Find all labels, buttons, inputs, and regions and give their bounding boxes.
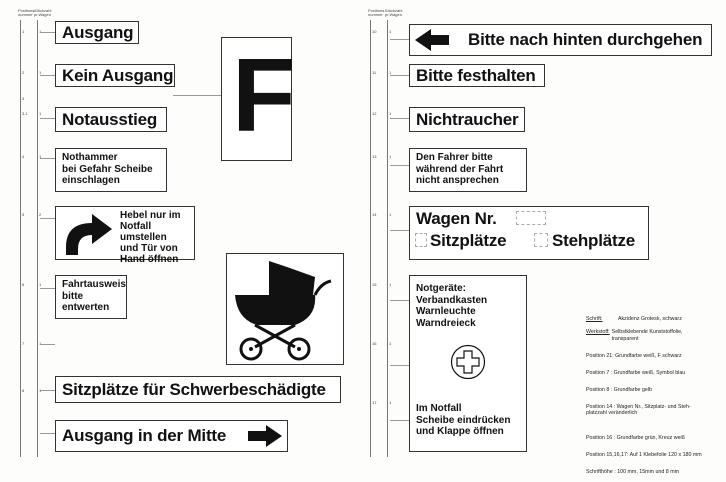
count-column-header: Stückzahl pr.Wagen (385, 8, 403, 17)
sitzplaetze-label: Sitzplätze (430, 231, 507, 250)
count-rule (387, 20, 388, 457)
position-column-header: Positions- nummer (18, 8, 36, 17)
sign-f-letter (221, 37, 296, 161)
spec-position-7: Position 7 : Grundfarbe weiß, Symbol blau (586, 370, 686, 377)
sign-fahrtausweis: Fahrtausweis bitte entwerten (55, 275, 127, 319)
spec-werkstoff-label: Werkstoff: (586, 329, 610, 336)
leader-line (390, 75, 409, 76)
sign-notausstieg: Notausstieg (55, 107, 167, 132)
position-number: 10 (372, 29, 377, 34)
spec-position-21: Position 21: Grundfarbe weiß, F schwarz (586, 353, 682, 360)
leader-line (40, 344, 55, 345)
count-number: 1 (389, 70, 392, 75)
position-number: 15 (372, 282, 377, 287)
leader-line (390, 118, 409, 119)
right-page (364, 0, 726, 475)
position-column-header: Positions- nummer (368, 8, 386, 17)
position-number: 3 (22, 96, 25, 101)
spec-position-14: Position 14 : Wagen Nr., Sitzplatz- und Steh- platzzahl veränderlich (586, 403, 691, 417)
wagen-nr-label: Wagen Nr. (416, 209, 497, 228)
count-number: 2 (39, 212, 42, 217)
leader-line (40, 288, 55, 289)
count-number: 1 (389, 282, 392, 287)
leader-line (40, 218, 55, 219)
sign-ausgang-mitte-text: Ausgang in der Mitte (62, 426, 227, 445)
count-number: 1 (389, 111, 392, 116)
sign-wagen-sitz-steh (409, 206, 649, 260)
count-number: 1 (389, 212, 392, 217)
position-number: 5 (22, 212, 25, 217)
leader-line (390, 230, 409, 231)
leader-line (390, 39, 409, 40)
count-number: 1 (39, 341, 42, 346)
count-number: 1 (389, 154, 392, 159)
spec-position-8: Position 8 : Grundfarbe gelb (586, 387, 652, 394)
sign-nothammer: Nothammer bei Gefahr Scheibe einschlagen (55, 148, 167, 192)
count-column-header: Stückzahl pr.Wagen (34, 8, 52, 17)
sign-nichtraucher: Nichtraucher (409, 107, 525, 132)
sign-notgeraete-notfall (409, 275, 527, 452)
count-rule (37, 20, 38, 457)
f-letter: F (232, 38, 296, 154)
count-number: 1 (39, 70, 42, 75)
position-number: 7 (22, 341, 25, 346)
leader-line (173, 95, 221, 96)
spec-schrift: Schrift: Akzidenz Grotesk, schwarz (586, 316, 682, 323)
arrow-left-icon (415, 29, 449, 51)
spec-position-16: Position 16 : Grundfarbe grün, Kreuz weiß (586, 435, 685, 442)
leader-line (40, 433, 55, 434)
position-number: 4 (22, 154, 25, 159)
left-page (0, 0, 362, 463)
position-number: 8 (22, 388, 25, 393)
leader-line (40, 32, 55, 33)
count-number: 1 (389, 29, 392, 34)
count-number: 1 (39, 111, 42, 116)
sign-fahrer: Den Fahrer bitte während der Fahrt nicht ansprechen (409, 148, 527, 192)
leader-line (40, 118, 55, 119)
position-rule (370, 20, 371, 457)
sign-sitzplaetze-schwerbeschaedigte: Sitzplätze für Schwerbeschädigte (55, 376, 341, 403)
count-number: 1 (39, 29, 42, 34)
position-number: 16 (372, 341, 377, 346)
sign-ausgang: Ausgang (55, 21, 139, 44)
spec-werkstoff: Werkstoff: Selbstklebende Kunststoffolie, transparent (586, 329, 683, 342)
spec-schrifthoehe: Schrifthöhe : 100 mm, 15mm und 8 mm (586, 468, 680, 475)
leader-line (40, 390, 55, 391)
spec-position-15-16-17: Position 15,16,17: Auf 1 Klebefolie 120 x 180 mm (586, 451, 702, 458)
sign-bitte-hinten-text: Bitte nach hinten durchgehen (468, 30, 703, 49)
sign-hebel (55, 206, 195, 265)
leader-line (390, 365, 409, 366)
position-number: 13 (372, 154, 377, 159)
position-number: 2 (22, 70, 25, 75)
position-number: 12 (372, 111, 377, 116)
leader-line (40, 158, 55, 159)
sign-notgeraete-text: Notgeräte: Verbandkasten Warnleuchte Warndreieck (416, 283, 488, 329)
position-number: 3.1 (22, 111, 28, 116)
count-number: 1 (389, 400, 392, 405)
curved-arrow-icon (60, 211, 116, 257)
leader-line (390, 165, 409, 166)
stehplaetze-label: Stehplätze (552, 231, 636, 250)
position-rule (20, 20, 21, 457)
arrow-right-icon (248, 425, 282, 447)
position-number: 14 (372, 212, 377, 217)
spec-schrift-label: Schrift: (586, 316, 603, 323)
sign-bitte-hinten (409, 24, 712, 56)
count-number: 1 (39, 282, 42, 287)
sign-festhalten: Bitte festhalten (409, 64, 545, 87)
leader-line (40, 75, 55, 76)
leader-line (390, 420, 409, 421)
pram-icon (229, 255, 341, 363)
sign-hebel-text: Hebel nur im Notfall umstellen und Tür von Hand öffnen (120, 210, 181, 265)
spec-notes (586, 310, 726, 482)
position-number: 6 (22, 282, 25, 287)
position-number: 1 (22, 29, 25, 34)
first-aid-cross-icon (450, 344, 486, 380)
count-number: 1 (39, 154, 42, 159)
sign-kinderwagen (226, 253, 344, 365)
sign-notfall-text: Im Notfall Scheibe eindrücken und Klappe öffnen (416, 403, 511, 437)
position-number: 11 (372, 70, 377, 75)
position-number: 17 (372, 400, 377, 405)
wagen-nr-placeholder (516, 211, 546, 225)
count-number: 1 (39, 388, 42, 393)
leader-line (390, 300, 409, 301)
sign-kein-ausgang: Kein Ausgang (55, 64, 175, 87)
sign-ausgang-mitte (55, 420, 288, 452)
count-number: 1 (389, 341, 392, 346)
